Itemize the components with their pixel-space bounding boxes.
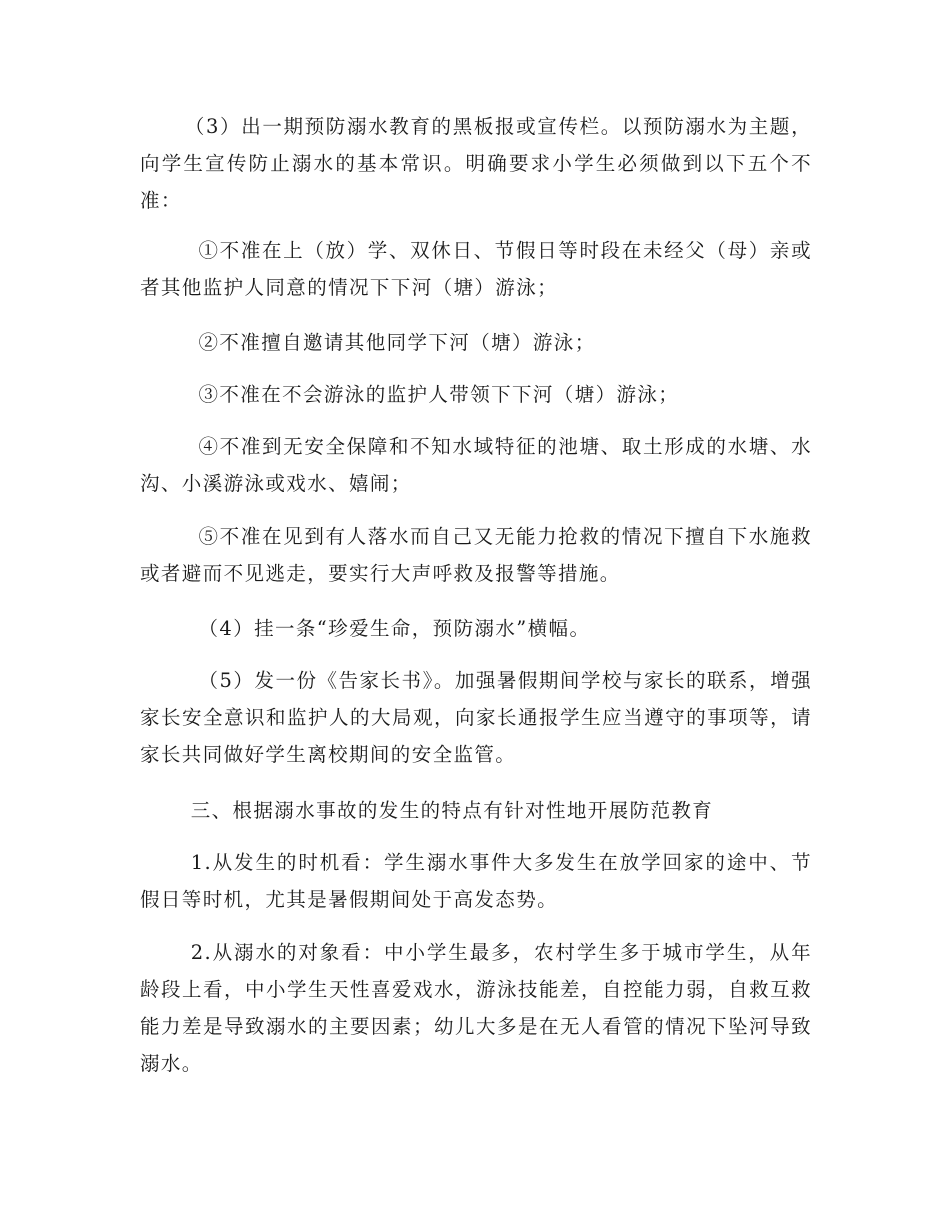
paragraph-point-2: 2.从溺水的对象看：中小学生最多，农村学生多于城市学生，从年龄段上看，中小学生天性喜爱戏水，游泳技能差，自控能力弱，自救互救能力差是导致溺水的主要因素；幼儿大多是在无人看管的情况下坠河导致溺水。 [140, 941, 812, 1075]
paragraph-item-3: （3）出一期预防溺水教育的黑板报或宣传栏。以预防溺水为主题，向学生宣传防止溺水的基本常识。明确要求小学生必须做到以下五个不准： [140, 115, 812, 212]
paragraph-rule-3: ③不准在不会游泳的监护人带领下下河（塘）游泳； [198, 383, 680, 406]
paragraph-rule-4: ④不准到无安全保障和不知水域特征的池塘、取土形成的水塘、水沟、小溪游泳或戏水、嬉闹； [140, 435, 812, 495]
section-heading-3: 三、根据溺水事故的发生的特点有针对性地开展防范教育 [190, 799, 714, 822]
paragraph-rule-2: ②不准擅自邀请其他同学下河（塘）游泳； [198, 331, 596, 354]
paragraph-item-4: （4）挂一条“珍爱生命，预防溺水”横幅。 [198, 617, 591, 640]
paragraph-rule-5: ⑤不准在见到有人落水而自己又无能力抢救的情况下擅自下水施救或者避而不见逃走，要实行大声呼救及报警等措施。 [140, 525, 812, 585]
paragraph-item-5: （5）发一份《告家长书》。加强暑假期间学校与家长的联系，增强家长安全意识和监护人的大局观，向家长通报学生应当遵守的事项等，请家长共同做好学生离校期间的安全监管。 [140, 669, 812, 766]
paragraph-point-1: 1.从发生的时机看：学生溺水事件大多发生在放学回家的途中、节假日等时机，尤其是暑假期间处于高发态势。 [140, 851, 812, 911]
paragraph-rule-1: ①不准在上（放）学、双休日、节假日等时段在未经父（母）亲或者其他监护人同意的情况下下河（塘）游泳； [140, 239, 812, 299]
